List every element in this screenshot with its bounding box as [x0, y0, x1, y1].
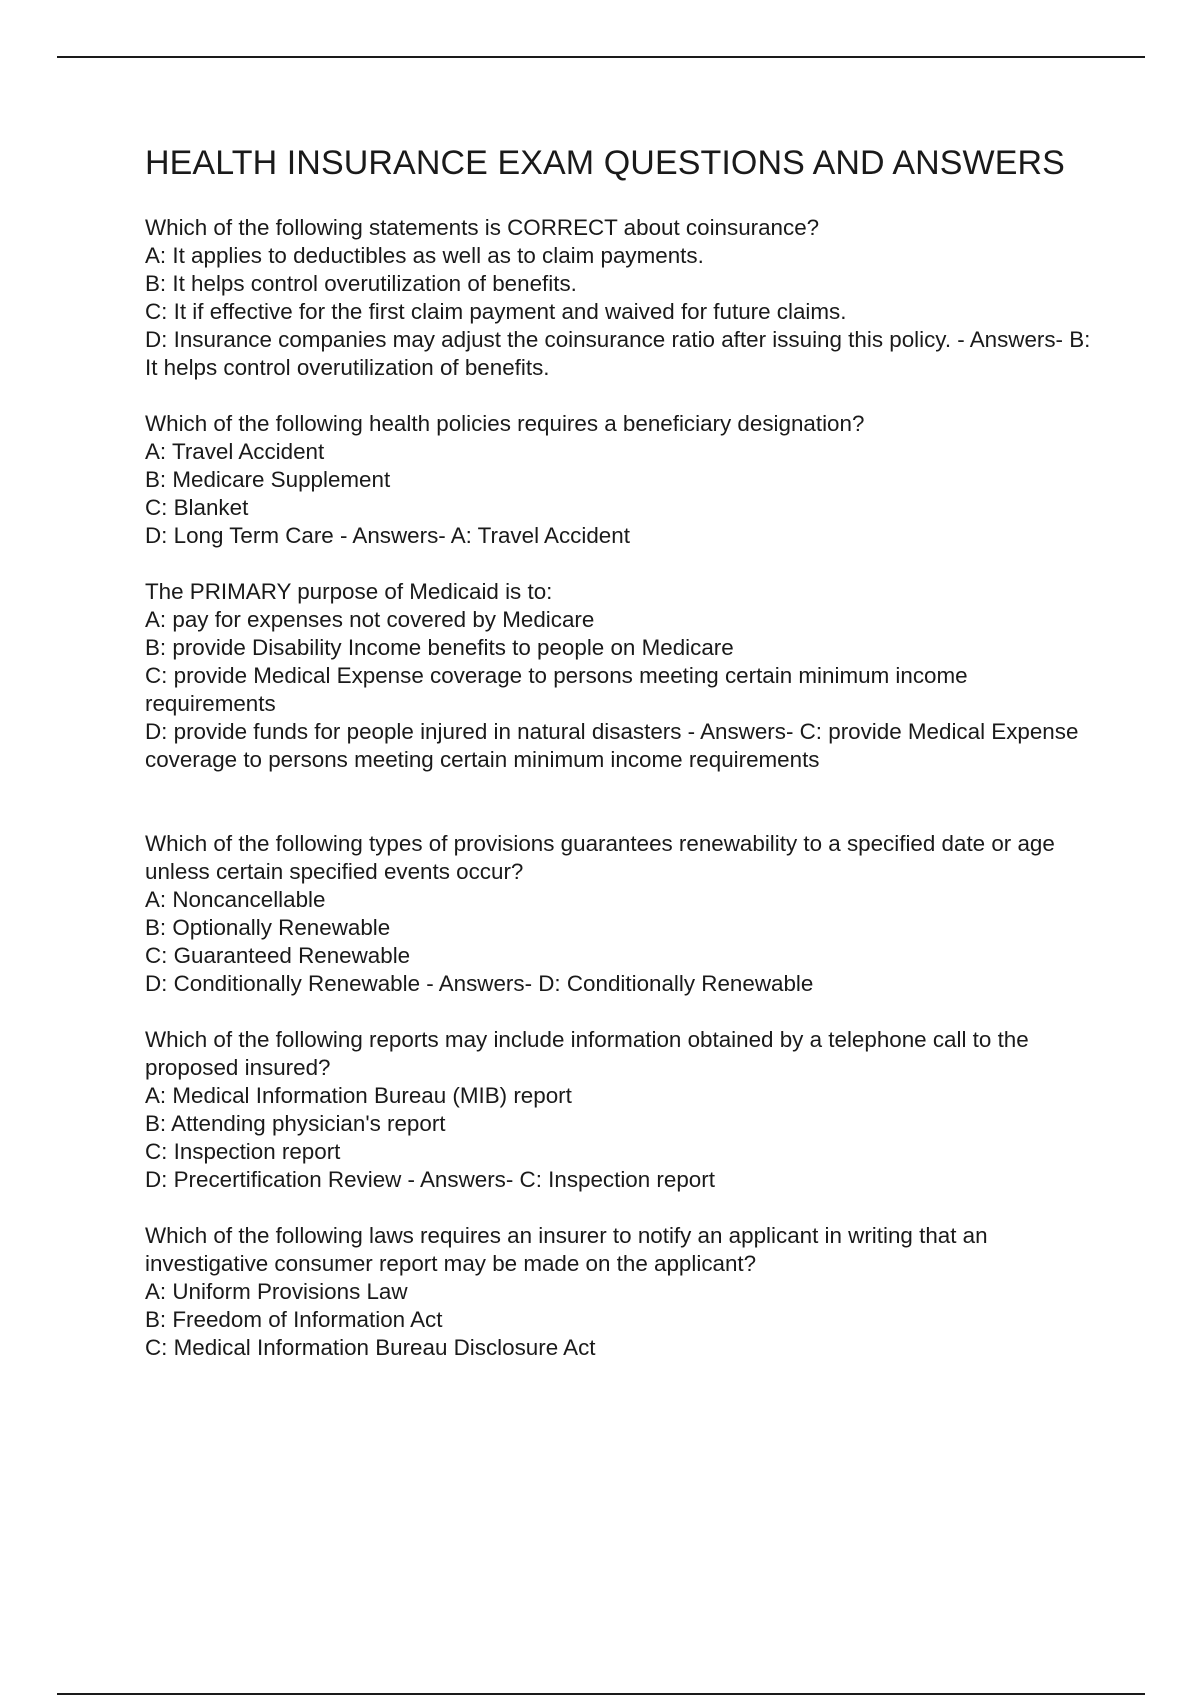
question-prompt: Which of the following health policies requires a beneficiary designation?	[145, 411, 865, 436]
answer-option: A: It applies to deductibles as well as to claim payments.	[145, 243, 704, 268]
answer-option: B: provide Disability Income benefits to people on Medicare	[145, 635, 734, 660]
answer-option: B: It helps control overutilization of benefits.	[145, 271, 577, 296]
question-block	[145, 830, 1095, 998]
document-body	[145, 142, 1095, 1362]
question-prompt: Which of the following laws requires an insurer to notify an applicant in writing that an investigative consumer report may be made on the applicant?	[145, 1223, 988, 1276]
answer-option: D: Insurance companies may adjust the coinsurance ratio after issuing this policy. - Answers- B: It helps control overutilization of benefits.	[145, 327, 1091, 380]
question-block	[145, 578, 1095, 774]
question-prompt: Which of the following statements is CORRECT about coinsurance?	[145, 215, 820, 240]
answer-option: A: Noncancellable	[145, 887, 326, 912]
question-block	[145, 1026, 1095, 1194]
answer-option: B: Freedom of Information Act	[145, 1307, 443, 1332]
answer-option: D: Conditionally Renewable - Answers- D: Conditionally Renewable	[145, 971, 814, 996]
answer-option: B: Optionally Renewable	[145, 915, 391, 940]
question-block	[145, 1222, 1095, 1362]
answer-option: A: Travel Accident	[145, 439, 325, 464]
question-prompt: The PRIMARY purpose of Medicaid is to:	[145, 579, 553, 604]
answer-option: A: Medical Information Bureau (MIB) report	[145, 1083, 572, 1108]
answer-option: C: Inspection report	[145, 1139, 341, 1164]
answer-option: D: provide funds for people injured in natural disasters - Answers- C: provide Medical Expense coverage to persons meeting certain minimum income requirements	[145, 719, 1079, 772]
answer-option: C: Medical Information Bureau Disclosure Act	[145, 1335, 596, 1360]
answer-option: B: Attending physician's report	[145, 1111, 446, 1136]
document-title: HEALTH INSURANCE EXAM QUESTIONS AND ANSWERS	[145, 144, 1065, 182]
answer-option: C: Guaranteed Renewable	[145, 943, 411, 968]
answer-option: C: provide Medical Expense coverage to persons meeting certain minimum income requirements	[145, 663, 968, 716]
question-block	[145, 214, 1095, 382]
question-prompt: Which of the following reports may include information obtained by a telephone call to the proposed insured?	[145, 1027, 1029, 1080]
answer-option: D: Precertification Review - Answers- C: Inspection report	[145, 1167, 715, 1192]
answer-option: C: It if effective for the first claim payment and waived for future claims.	[145, 299, 847, 324]
answer-option: A: pay for expenses not covered by Medicare	[145, 607, 595, 632]
bottom-divider	[57, 1693, 1145, 1695]
top-divider	[57, 56, 1145, 58]
question-block	[145, 410, 1095, 550]
answer-option: D: Long Term Care - Answers- A: Travel Accident	[145, 523, 630, 548]
answer-option: B: Medicare Supplement	[145, 467, 391, 492]
answer-option: A: Uniform Provisions Law	[145, 1279, 408, 1304]
question-prompt: Which of the following types of provisions guarantees renewability to a specified date or age unless certain specified events occur?	[145, 831, 1055, 884]
answer-option: C: Blanket	[145, 495, 249, 520]
